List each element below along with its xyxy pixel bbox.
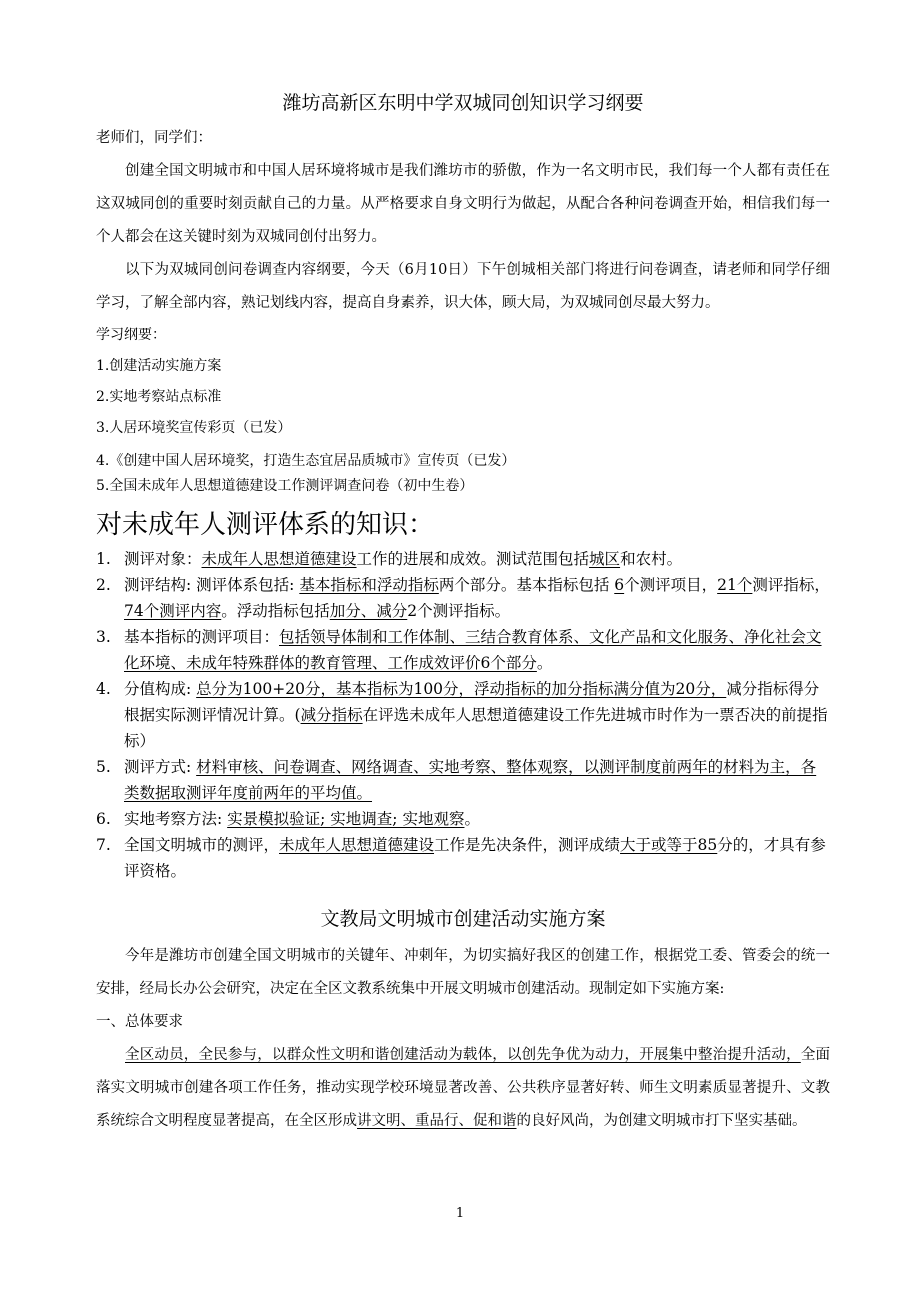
text-segment: 在评选未成年人思想道德建设工作先进城市时作为一票否决的前提指标）: [124, 706, 828, 750]
underlined-text: 包括领导体制和工作体制、三结合教育体系、文化产品和文化服务、净化社会文化环境、未成年特殊群体的教育管理、工作成效评价6个部分: [124, 628, 822, 672]
item-number: 2.: [96, 576, 111, 594]
text-segment: 两个部分。基本指标包括: [438, 576, 615, 594]
outline-item: 5.全国未成年人思想道德建设工作测评调查问卷（初中生卷）: [96, 478, 474, 494]
text-segment: 工作的进展和成效。测试范围包括: [356, 550, 590, 568]
item-number: 1.: [96, 550, 111, 568]
knowledge-item: [96, 546, 830, 572]
underlined-text: 未成年人思想道德建设: [279, 836, 435, 854]
intro-paragraph-1: 创建全国文明城市和中国人居环境将城市是我们潍坊市的骄傲，作为一名文明市民，我们每一个人都有责任在这双城同创的重要时刻贡献自己的力量。从严格要求自身文明行为做起，从配合各种问卷调查开始，相信我们每一个人都会在这关键时刻为双城同创付出努力。: [96, 163, 830, 245]
item-number: 3.: [96, 628, 111, 646]
knowledge-item: [96, 676, 830, 754]
section-subheading: 一、总体要求: [96, 1014, 183, 1030]
outline-item: 1.创建活动实施方案: [96, 358, 222, 374]
section-paragraph-1: 今年是潍坊市创建全国文明城市的关键年、冲刺年，为切实搞好我区的创建工作，根据党工委、管委会的统一安排，经局长办公会研究，决定在全区文教系统集中开展文明城市创建活动。现制定如下实施方案:: [96, 948, 830, 997]
text-segment: 测评结构: 测评体系包括:: [124, 576, 300, 594]
underlined-text: 总分为100+20分，基本指标为100分，浮动指标的加分指标满分值为20分，: [196, 680, 727, 698]
underlined-text: 74个测评内容: [124, 602, 222, 620]
text-segment: 。: [536, 654, 553, 672]
text-segment: 。: [464, 810, 480, 828]
item-number: 7.: [96, 836, 111, 854]
knowledge-item: [96, 624, 830, 676]
underlined-text: 实景模拟验证; 实地调查; 实地观察: [227, 810, 465, 828]
knowledge-item: [96, 806, 830, 832]
outline-label: 学习纲要：: [96, 327, 166, 343]
text-segment: 减分指标得分根据实际测评情况计算。(: [124, 680, 820, 724]
text-segment: 测评指标，: [752, 576, 830, 594]
knowledge-item: [96, 754, 830, 806]
text-segment: 基本指标的测评项目：: [124, 628, 280, 646]
intro-paragraph-2: 以下为双城同创问卷调查内容纲要，今天（6月10日）下午创城相关部门将进行问卷调查，请老师和同学仔细学习，了解全部内容，熟记划线内容，提高自身素养，识大体，顾大局，为双城同创尽最大努力。: [96, 262, 830, 311]
text-segment: 测评方式:: [124, 758, 197, 776]
knowledge-item: [96, 572, 830, 624]
text-segment: 和农村。: [620, 550, 683, 568]
text-segment: 工作是先决条件，测评成绩: [434, 836, 621, 854]
text-segment: 实地考察方法:: [124, 810, 228, 828]
underlined-text: 全区动员，全民参与，以群众性文明和谐创建活动为载体，以创先争优为动力，开展集中整治提升活动，: [125, 1047, 801, 1063]
knowledge-item: [96, 832, 830, 884]
item-number: 5.: [96, 758, 111, 776]
text-segment: 全国文明城市的测评，: [124, 836, 280, 854]
outline-item: 4.《创建中国人居环境奖，打造生态宜居品质城市》宣传页（已发）: [96, 453, 516, 469]
section-paragraph-2: [96, 1039, 830, 1138]
underlined-text: 21个: [717, 576, 753, 594]
underlined-text: 减分指标: [300, 706, 363, 724]
underlined-text: 大于或等于85: [620, 836, 718, 854]
underlined-text: 材料审核、问卷调查、网络调查、实地考察、整体观察，以测评制度前两年的材料为主，各类数据取测评年度前两年的平均值。: [124, 758, 817, 802]
page-number: 1: [455, 1206, 465, 1221]
document-title: 潍坊高新区东明中学双城同创知识学习纲要: [282, 92, 644, 114]
outline-list: [96, 351, 830, 498]
text-segment: 2个测评指标。: [407, 602, 511, 620]
underlined-text: 加分、减分: [329, 602, 408, 620]
text-segment: 全面落实文明城市创建各项工作任务，推动实现学校环境显著改善、公共秩序显著好转、师生文明素质显著提升、文教系统综合文明程度显著提高，在全区形成: [96, 1047, 831, 1129]
section-title: 文教局文明城市创建活动实施方案: [320, 908, 606, 930]
underlined-text: 基本指标和浮动指标: [299, 576, 439, 594]
knowledge-list: [96, 546, 830, 884]
item-number: 6.: [96, 810, 111, 828]
underlined-text: 未成年人思想道德建设: [201, 550, 357, 568]
underlined-text: 讲文明、重品行、促和谐: [357, 1113, 517, 1129]
text-segment: 的良好风尚，为创建文明城市打下坚实基础。: [516, 1113, 807, 1129]
underlined-text: 城区: [589, 550, 621, 568]
document-page: [96, 88, 830, 1138]
text-segment: 个测评项目，: [624, 576, 718, 594]
outline-item: 3.人居环境奖宣传彩页（已发）: [96, 420, 292, 436]
text-segment: 。浮动指标包括: [221, 602, 330, 620]
outline-item: 2.实地考察站点标准: [96, 389, 222, 405]
knowledge-heading: 对未成年人测评体系的知识：: [96, 510, 435, 540]
text-segment: 分值构成:: [124, 680, 197, 698]
item-number: 4.: [96, 680, 111, 698]
greeting: 老师们，同学们：: [96, 130, 212, 146]
text-segment: 测评对象：: [124, 550, 202, 568]
text-segment: 分的，才具有参评资格。: [124, 836, 826, 880]
underlined-text: 6: [614, 576, 625, 594]
